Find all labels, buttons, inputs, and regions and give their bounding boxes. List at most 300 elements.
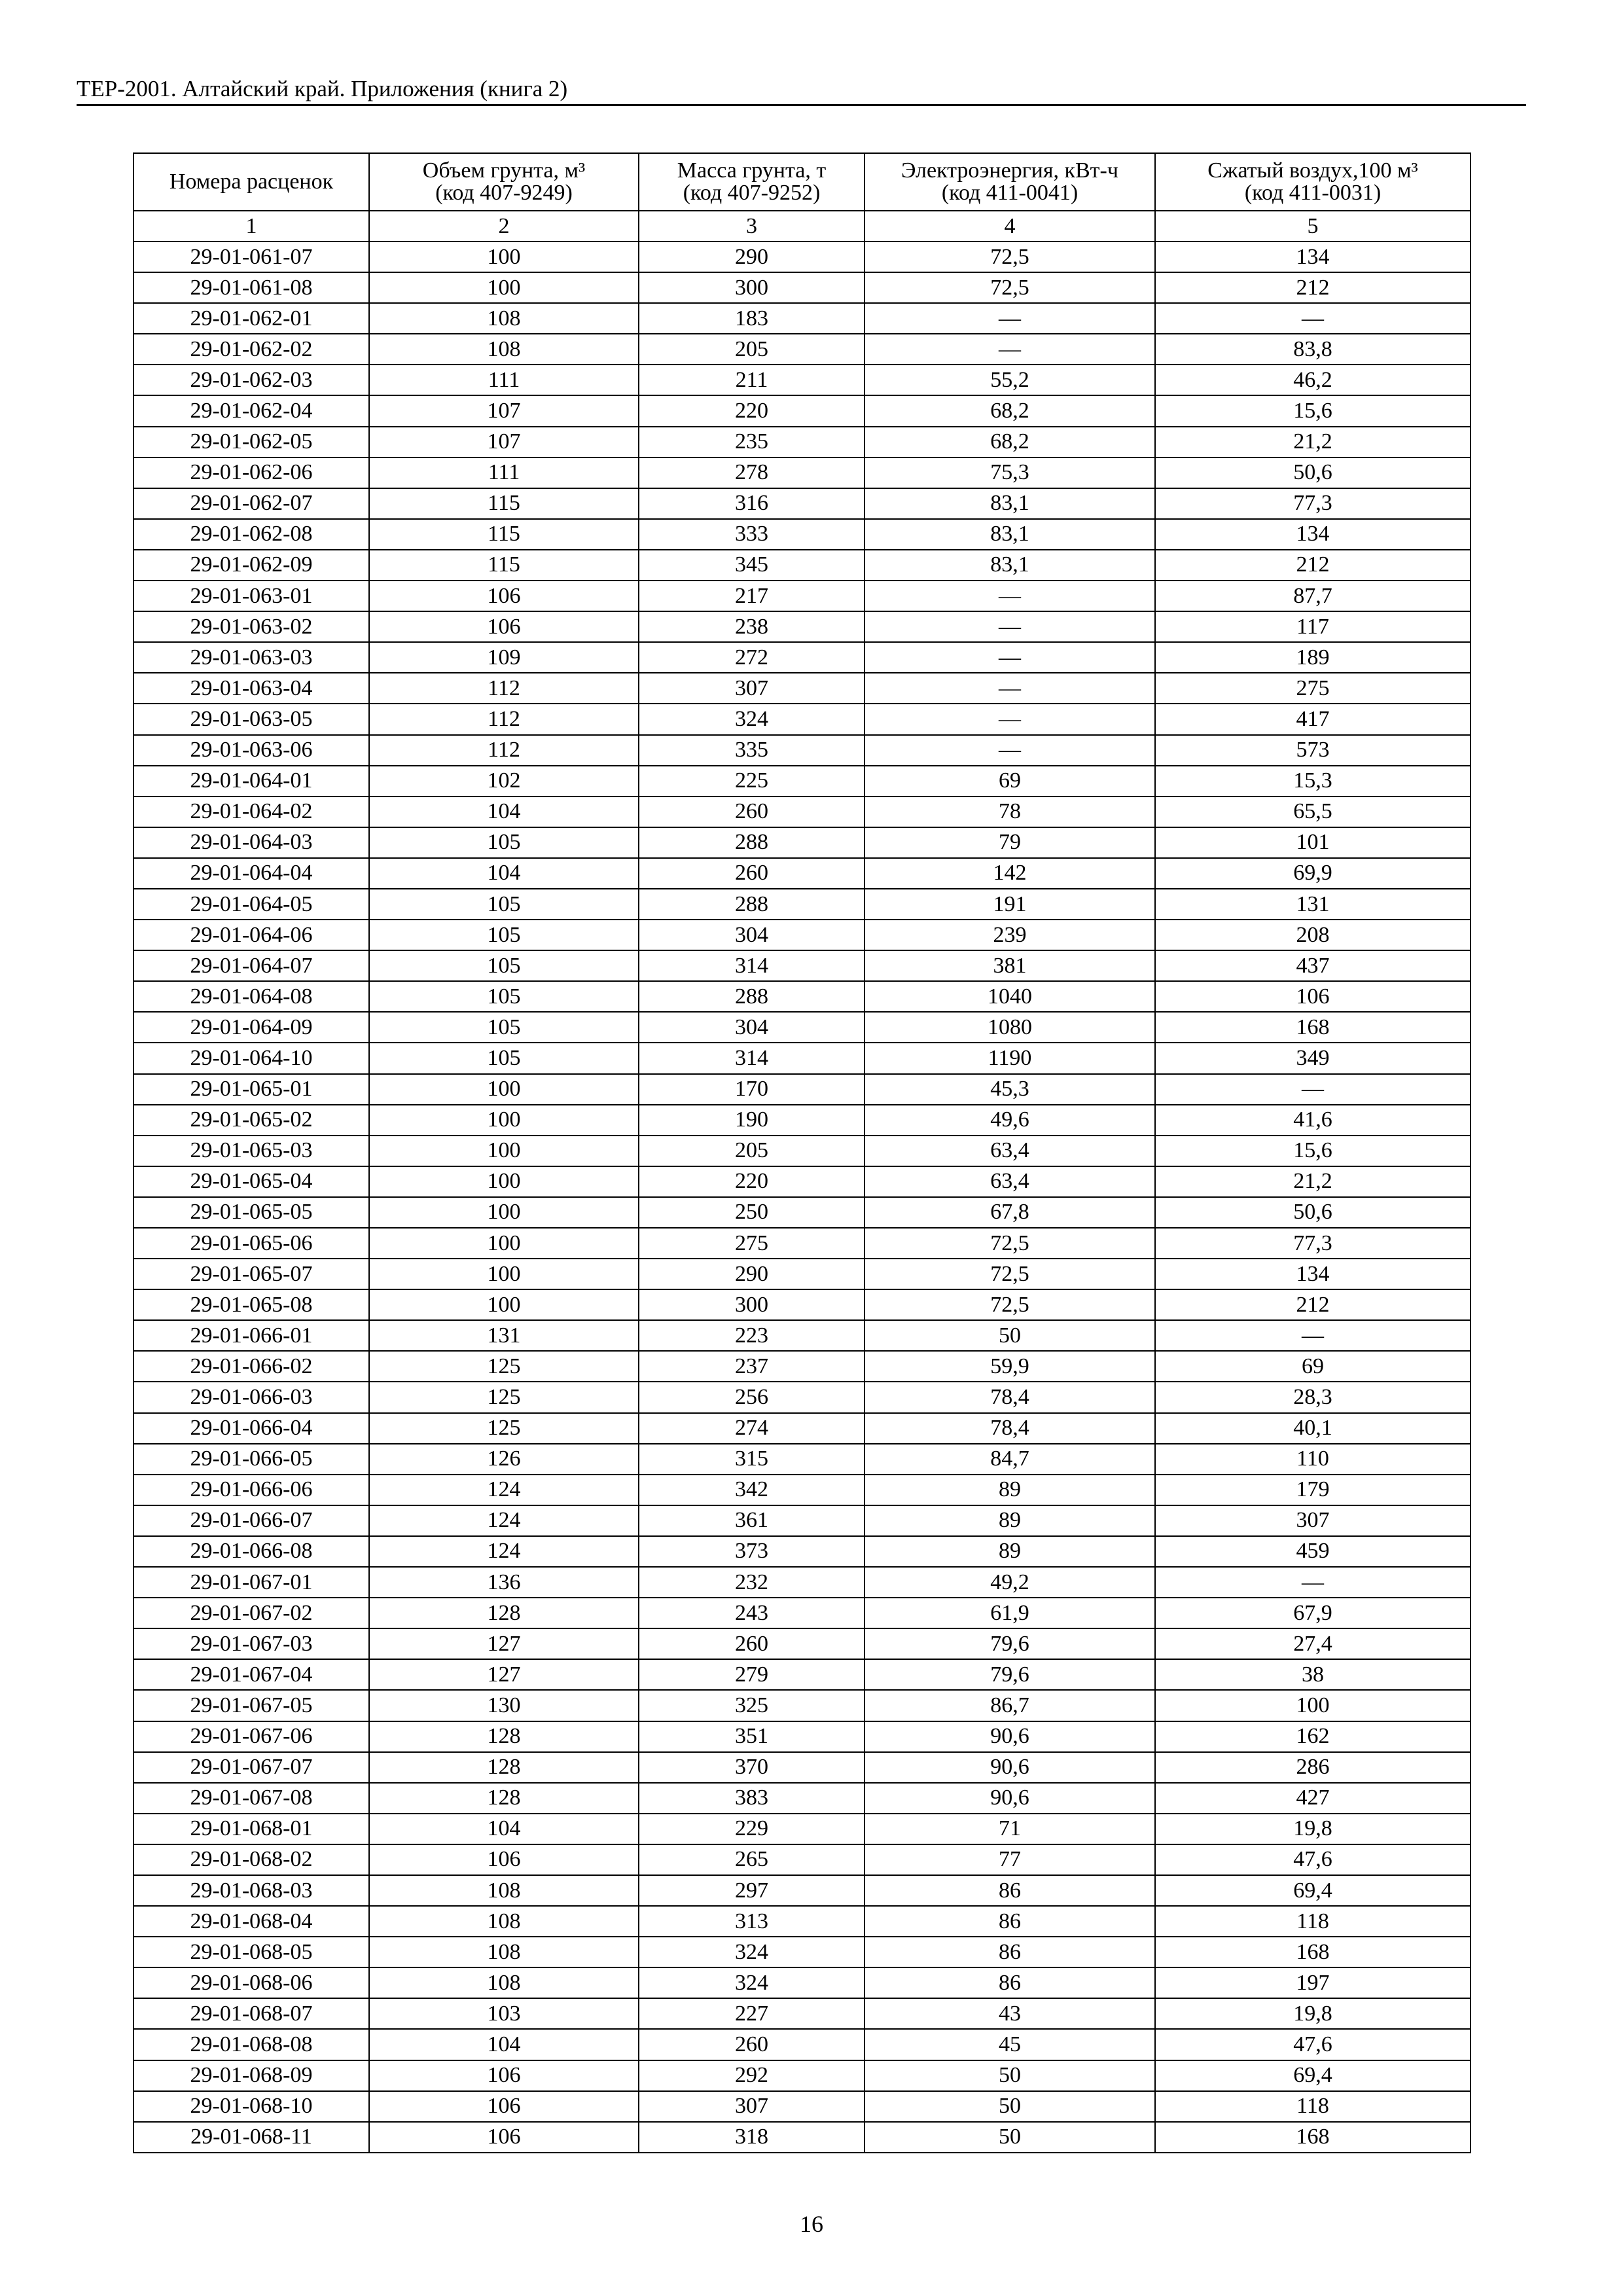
table-cell: 313 (639, 1906, 865, 1937)
table-row (134, 1289, 1471, 1320)
table-cell: — (865, 611, 1155, 642)
table-cell: 19,8 (1155, 1998, 1471, 2029)
table-row (134, 950, 1471, 981)
table-cell: — (865, 303, 1155, 334)
table-row (134, 1628, 1471, 1659)
table-cell: — (1155, 1320, 1471, 1351)
table-cell: 279 (639, 1659, 865, 1690)
table-cell: 29-01-062-02 (134, 334, 369, 365)
table-cell: 142 (865, 858, 1155, 889)
table-cell: 29-01-068-04 (134, 1906, 369, 1937)
table-cell: 278 (639, 457, 865, 488)
table-cell: 235 (639, 427, 865, 457)
table-cell: 342 (639, 1475, 865, 1505)
table-cell: 381 (865, 950, 1155, 981)
table-cell: 134 (1155, 519, 1471, 550)
table-cell: 29-01-064-10 (134, 1043, 369, 1073)
table-header-row (134, 153, 1471, 211)
table-cell: 75,3 (865, 457, 1155, 488)
table-cell: 50,6 (1155, 1197, 1471, 1228)
table-cell: 86 (865, 1875, 1155, 1906)
table-row (134, 920, 1471, 950)
table-cell: 29-01-064-05 (134, 889, 369, 920)
table-cell: 50 (865, 2091, 1155, 2122)
table-row (134, 488, 1471, 519)
table-cell: 29-01-063-06 (134, 735, 369, 766)
table-row (134, 1875, 1471, 1906)
table-cell: 29-01-066-08 (134, 1536, 369, 1567)
table-cell: 89 (865, 1505, 1155, 1536)
table-cell: 29-01-067-01 (134, 1567, 369, 1598)
table-cell: 28,3 (1155, 1382, 1471, 1412)
table-cell: 77 (865, 1844, 1155, 1875)
table-cell: 108 (369, 1967, 639, 1998)
table-cell: 45 (865, 2029, 1155, 2060)
table-cell: 29-01-063-05 (134, 704, 369, 734)
table-cell: 46,2 (1155, 365, 1471, 395)
table-cell: 21,2 (1155, 427, 1471, 457)
table-cell: 131 (369, 1320, 639, 1351)
table-cell: 275 (1155, 673, 1471, 704)
table-row (134, 303, 1471, 334)
table-row (134, 1136, 1471, 1166)
table-row (134, 1166, 1471, 1197)
table-row (134, 827, 1471, 858)
table-cell: 29-01-066-03 (134, 1382, 369, 1412)
table-cell: 128 (369, 1721, 639, 1752)
table-cell: 111 (369, 457, 639, 488)
table-cell: 47,6 (1155, 1844, 1471, 1875)
table-cell: 274 (639, 1413, 865, 1444)
table-cell: 29-01-068-01 (134, 1814, 369, 1844)
table-cell: 79,6 (865, 1659, 1155, 1690)
table-cell: 288 (639, 827, 865, 858)
table-cell: 29-01-064-07 (134, 950, 369, 981)
table-cell: 220 (639, 395, 865, 426)
table-cell: 100 (369, 1289, 639, 1320)
table-cell: 118 (1155, 1906, 1471, 1937)
table-row (134, 457, 1471, 488)
table-cell: 370 (639, 1752, 865, 1783)
table-cell: 83,1 (865, 488, 1155, 519)
table-cell: 361 (639, 1505, 865, 1536)
column-number-1: 1 (134, 211, 369, 242)
table-cell: 134 (1155, 242, 1471, 272)
table-cell: 29-01-068-09 (134, 2060, 369, 2091)
table-cell: 170 (639, 1074, 865, 1105)
table-cell: 69,9 (1155, 858, 1471, 889)
table-cell: 112 (369, 735, 639, 766)
table-cell: 29-01-067-06 (134, 1721, 369, 1752)
table-cell: 315 (639, 1444, 865, 1475)
table-cell: 217 (639, 581, 865, 611)
table-cell: 333 (639, 519, 865, 550)
table-row (134, 1690, 1471, 1721)
table-row (134, 981, 1471, 1012)
table-cell: 106 (369, 2091, 639, 2122)
table-row (134, 1413, 1471, 1444)
table-cell: 104 (369, 1814, 639, 1844)
table-column-numbers-row (134, 211, 1471, 242)
table-cell: 29-01-064-02 (134, 797, 369, 827)
table-cell: 417 (1155, 704, 1471, 734)
table-cell: 69 (1155, 1351, 1471, 1382)
table-row (134, 1012, 1471, 1043)
table-cell: 220 (639, 1166, 865, 1197)
table-cell: 290 (639, 242, 865, 272)
table-cell: 15,6 (1155, 395, 1471, 426)
table-cell: 107 (369, 427, 639, 457)
table-cell: 29-01-065-07 (134, 1259, 369, 1289)
table-cell: 41,6 (1155, 1105, 1471, 1136)
column-header-2: Объем грунта, м³ (код 407-9249) (369, 153, 639, 211)
table-cell: — (1155, 1074, 1471, 1105)
table-cell: 106 (369, 581, 639, 611)
table-row (134, 519, 1471, 550)
table-row (134, 1444, 1471, 1475)
table-cell: 67,8 (865, 1197, 1155, 1228)
table-cell: 77,3 (1155, 1228, 1471, 1259)
table-cell: 100 (369, 242, 639, 272)
column-header-5: Сжатый воздух,100 м³ (код 411-0031) (1155, 153, 1471, 211)
table-cell: 83,1 (865, 519, 1155, 550)
table-cell: 335 (639, 735, 865, 766)
table-cell: 183 (639, 303, 865, 334)
table-cell: 256 (639, 1382, 865, 1412)
table-cell: 100 (369, 1166, 639, 1197)
table-cell: 72,5 (865, 272, 1155, 303)
table-cell: 126 (369, 1444, 639, 1475)
column-number-3: 3 (639, 211, 865, 242)
table-cell: 304 (639, 920, 865, 950)
table-cell: 29-01-063-02 (134, 611, 369, 642)
table-cell: 168 (1155, 2122, 1471, 2153)
table-cell: 225 (639, 766, 865, 797)
table-cell: 63,4 (865, 1166, 1155, 1197)
table-cell: 227 (639, 1998, 865, 2029)
table-cell: 130 (369, 1690, 639, 1721)
table-cell: 50,6 (1155, 457, 1471, 488)
table-cell: 437 (1155, 950, 1471, 981)
table-cell: 212 (1155, 272, 1471, 303)
table-row (134, 242, 1471, 272)
table-cell: 29-01-067-04 (134, 1659, 369, 1690)
page-number: 16 (800, 2211, 823, 2237)
table-cell: 72,5 (865, 1259, 1155, 1289)
table-cell: — (865, 642, 1155, 673)
table-cell: — (865, 673, 1155, 704)
table-cell: 128 (369, 1752, 639, 1783)
table-cell: 29-01-068-02 (134, 1844, 369, 1875)
table-cell: 223 (639, 1320, 865, 1351)
table-cell: 105 (369, 1043, 639, 1073)
column-header-3: Масса грунта, т (код 407-9252) (639, 153, 865, 211)
table-cell: 168 (1155, 1937, 1471, 1967)
table-cell: 29-01-068-05 (134, 1937, 369, 1967)
table-cell: 250 (639, 1197, 865, 1228)
table-cell: 105 (369, 981, 639, 1012)
table-cell: 79 (865, 827, 1155, 858)
table-cell: 109 (369, 642, 639, 673)
table-cell: 78,4 (865, 1382, 1155, 1412)
table-cell: 307 (1155, 1505, 1471, 1536)
table-cell: 29-01-064-01 (134, 766, 369, 797)
table-row (134, 611, 1471, 642)
table-cell: 189 (1155, 642, 1471, 673)
column-header-1: Номера расценок (134, 153, 369, 211)
table-cell: 136 (369, 1567, 639, 1598)
table-cell: 29-01-062-01 (134, 303, 369, 334)
table-cell: 106 (1155, 981, 1471, 1012)
table-row (134, 1505, 1471, 1536)
table-cell: 325 (639, 1690, 865, 1721)
table-row (134, 1320, 1471, 1351)
table-cell: 55,2 (865, 365, 1155, 395)
table-row (134, 1906, 1471, 1937)
table-cell: 29-01-062-06 (134, 457, 369, 488)
table-cell: 29-01-064-04 (134, 858, 369, 889)
table-cell: 459 (1155, 1536, 1471, 1567)
table-cell: 115 (369, 519, 639, 550)
table-cell: 105 (369, 827, 639, 858)
table-cell: 29-01-068-10 (134, 2091, 369, 2122)
table-cell: 106 (369, 2060, 639, 2091)
table-cell: 314 (639, 950, 865, 981)
table-cell: 105 (369, 920, 639, 950)
table-cell: 29-01-062-04 (134, 395, 369, 426)
table-cell: 100 (369, 1136, 639, 1166)
table-cell: 314 (639, 1043, 865, 1073)
table-cell: 83,1 (865, 550, 1155, 581)
table-cell: 29-01-061-08 (134, 272, 369, 303)
table-cell: 105 (369, 889, 639, 920)
table-cell: 29-01-066-07 (134, 1505, 369, 1536)
table-row (134, 1105, 1471, 1136)
table-cell: 21,2 (1155, 1166, 1471, 1197)
table-cell: 49,6 (865, 1105, 1155, 1136)
table-row (134, 642, 1471, 673)
table-cell: 45,3 (865, 1074, 1155, 1105)
table-cell: 108 (369, 1937, 639, 1967)
table-cell: 29-01-064-06 (134, 920, 369, 950)
table-cell: 68,2 (865, 395, 1155, 426)
table-cell: 124 (369, 1505, 639, 1536)
table-cell: 29-01-062-07 (134, 488, 369, 519)
rates-table (133, 152, 1471, 2153)
table-cell: 106 (369, 2122, 639, 2153)
table-cell: 111 (369, 365, 639, 395)
table-row (134, 735, 1471, 766)
table-cell: 106 (369, 611, 639, 642)
table-cell: 29-01-067-03 (134, 1628, 369, 1659)
table-cell: 29-01-067-02 (134, 1598, 369, 1628)
table-cell: 29-01-068-08 (134, 2029, 369, 2060)
column-number-4: 4 (865, 211, 1155, 242)
table-cell: 208 (1155, 920, 1471, 950)
table-cell: 38 (1155, 1659, 1471, 1690)
table-cell: 115 (369, 488, 639, 519)
table-row (134, 1074, 1471, 1105)
table-cell: 49,2 (865, 1567, 1155, 1598)
table-cell: 307 (639, 2091, 865, 2122)
table-cell: 205 (639, 334, 865, 365)
table-row (134, 2091, 1471, 2122)
table-cell: 29-01-065-03 (134, 1136, 369, 1166)
table-cell: 324 (639, 1967, 865, 1998)
table-row (134, 1752, 1471, 1783)
table-cell: 290 (639, 1259, 865, 1289)
table-cell: 84,7 (865, 1444, 1155, 1475)
table-cell: 86 (865, 1967, 1155, 1998)
table-row (134, 550, 1471, 581)
table-cell: 324 (639, 1937, 865, 1967)
table-cell: 190 (639, 1105, 865, 1136)
table-cell: 69,4 (1155, 2060, 1471, 2091)
table-cell: 104 (369, 2029, 639, 2060)
table-cell: 29-01-066-05 (134, 1444, 369, 1475)
table-cell: 100 (369, 1074, 639, 1105)
document-title: ТЕР-2001. Алтайский край. Приложения (книга 2) (77, 76, 568, 101)
table-row (134, 1475, 1471, 1505)
table-cell: 191 (865, 889, 1155, 920)
table-cell: 131 (1155, 889, 1471, 920)
table-cell: 1190 (865, 1043, 1155, 1073)
table-cell: 78,4 (865, 1413, 1155, 1444)
table-cell: 61,9 (865, 1598, 1155, 1628)
table-cell: 29-01-065-02 (134, 1105, 369, 1136)
table-cell: 100 (369, 1105, 639, 1136)
table-cell: 29-01-066-02 (134, 1351, 369, 1382)
table-cell: 112 (369, 704, 639, 734)
table-cell: 128 (369, 1598, 639, 1628)
table-cell: 72,5 (865, 1228, 1155, 1259)
table-cell: 197 (1155, 1967, 1471, 1998)
table-cell: 106 (369, 1844, 639, 1875)
table-cell: 29-01-068-07 (134, 1998, 369, 2029)
table-cell: 117 (1155, 611, 1471, 642)
table-cell: 211 (639, 365, 865, 395)
table-cell: 304 (639, 1012, 865, 1043)
column-number-5: 5 (1155, 211, 1471, 242)
table-cell: 162 (1155, 1721, 1471, 1752)
table-cell: 100 (1155, 1690, 1471, 1721)
table-cell: — (865, 334, 1155, 365)
table-cell: 179 (1155, 1475, 1471, 1505)
table-row (134, 1967, 1471, 1998)
table-cell: 29-01-065-05 (134, 1197, 369, 1228)
table-cell: 87,7 (1155, 581, 1471, 611)
table-cell: 29-01-063-03 (134, 642, 369, 673)
table-cell: 29-01-062-05 (134, 427, 369, 457)
table-cell: 260 (639, 858, 865, 889)
table-row (134, 2060, 1471, 2091)
table-cell: 1040 (865, 981, 1155, 1012)
table-row (134, 1536, 1471, 1567)
table-row (134, 704, 1471, 734)
table-cell: 29-01-068-06 (134, 1967, 369, 1998)
table-cell: 307 (639, 673, 865, 704)
table-cell: 40,1 (1155, 1413, 1471, 1444)
table-cell: 107 (369, 395, 639, 426)
table-cell: 90,6 (865, 1721, 1155, 1752)
column-number-2: 2 (369, 211, 639, 242)
table-row (134, 766, 1471, 797)
table-cell: 318 (639, 2122, 865, 2153)
table-cell: 29-01-065-06 (134, 1228, 369, 1259)
table-cell: 383 (639, 1783, 865, 1814)
table-row (134, 1659, 1471, 1690)
table-cell: — (865, 704, 1155, 734)
table-cell: 72,5 (865, 1289, 1155, 1320)
table-cell: 19,8 (1155, 1814, 1471, 1844)
table-cell: 29-01-064-03 (134, 827, 369, 858)
table-cell: 77,3 (1155, 488, 1471, 519)
table-cell: 29-01-064-08 (134, 981, 369, 1012)
table-row (134, 1228, 1471, 1259)
table-cell: 288 (639, 981, 865, 1012)
table-cell: 63,4 (865, 1136, 1155, 1166)
table-cell: 100 (369, 1228, 639, 1259)
table-cell: 68,2 (865, 427, 1155, 457)
table-cell: 47,6 (1155, 2029, 1471, 2060)
page-header (77, 73, 1526, 106)
table-cell: 104 (369, 858, 639, 889)
table-cell: 29-01-065-08 (134, 1289, 369, 1320)
table-cell: 112 (369, 673, 639, 704)
table-cell: 101 (1155, 827, 1471, 858)
table-cell: 349 (1155, 1043, 1471, 1073)
table-cell: 29-01-065-01 (134, 1074, 369, 1105)
table-cell: 260 (639, 2029, 865, 2060)
table-cell: 100 (369, 1259, 639, 1289)
table-cell: — (1155, 303, 1471, 334)
table-cell: 260 (639, 1628, 865, 1659)
table-cell: 89 (865, 1475, 1155, 1505)
table-cell: 29-01-067-08 (134, 1783, 369, 1814)
table-row (134, 1814, 1471, 1844)
table-cell: 108 (369, 303, 639, 334)
column-header-4: Электроэнергия, кВт-ч (код 411-0041) (865, 153, 1155, 211)
table-cell: 265 (639, 1844, 865, 1875)
table-cell: 100 (369, 1197, 639, 1228)
table-row (134, 581, 1471, 611)
table-cell: 90,6 (865, 1752, 1155, 1783)
table-cell: 168 (1155, 1012, 1471, 1043)
table-cell: 29-01-066-04 (134, 1413, 369, 1444)
table-row (134, 395, 1471, 426)
table-row (134, 1351, 1471, 1382)
table-cell: 29-01-063-01 (134, 581, 369, 611)
table-cell: 83,8 (1155, 334, 1471, 365)
table-cell: 345 (639, 550, 865, 581)
table-cell: 125 (369, 1413, 639, 1444)
table-cell: 229 (639, 1814, 865, 1844)
table-cell: 29-01-064-09 (134, 1012, 369, 1043)
table-cell: 286 (1155, 1752, 1471, 1783)
table-cell: 110 (1155, 1444, 1471, 1475)
table-row (134, 427, 1471, 457)
table-row (134, 889, 1471, 920)
table-cell: 67,9 (1155, 1598, 1471, 1628)
table-cell: 128 (369, 1783, 639, 1814)
table-cell: 243 (639, 1598, 865, 1628)
table-cell: 69,4 (1155, 1875, 1471, 1906)
table-cell: 108 (369, 1906, 639, 1937)
table-cell: 29-01-062-03 (134, 365, 369, 395)
table-cell: 86,7 (865, 1690, 1155, 1721)
table-cell: 134 (1155, 1259, 1471, 1289)
table-row (134, 1043, 1471, 1073)
